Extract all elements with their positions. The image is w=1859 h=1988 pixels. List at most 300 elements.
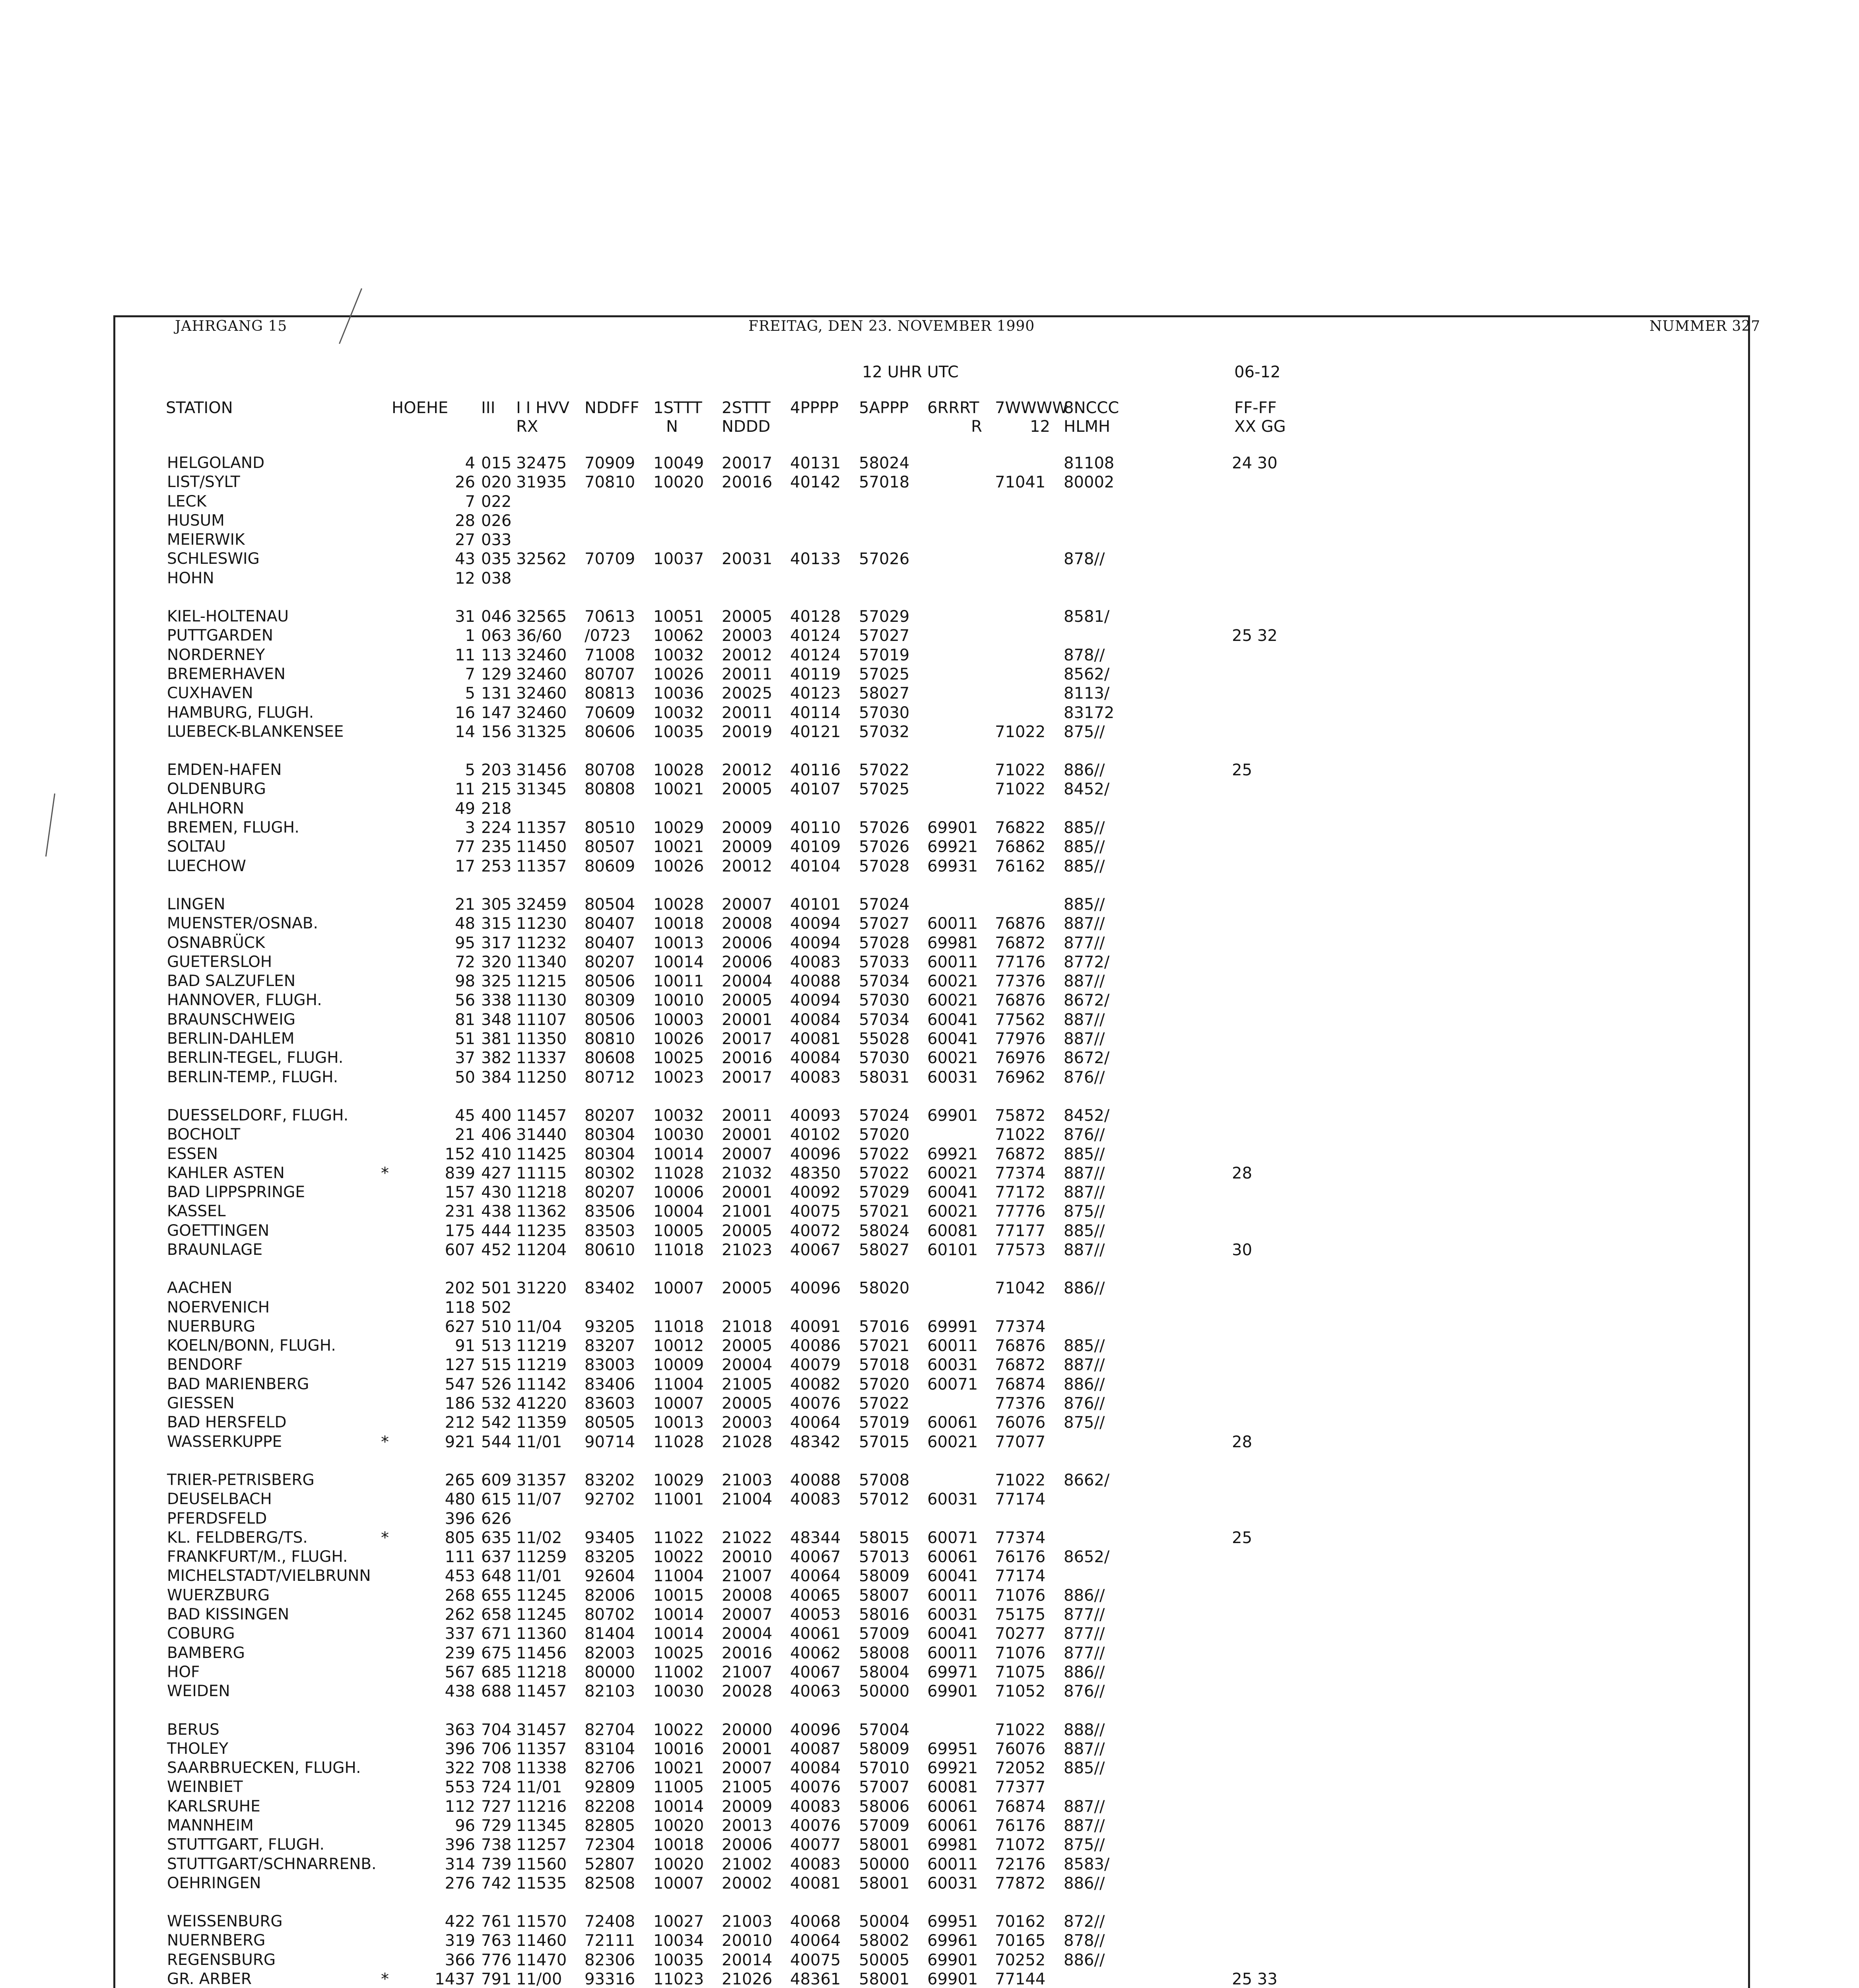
obs-group-6: 57008 — [859, 1471, 910, 1489]
obs-group-8: 75872 — [995, 1106, 1046, 1125]
obs-group-7: 60071 — [927, 1528, 978, 1547]
table-row — [0, 1471, 1859, 1490]
obs-group-6: 58001 — [859, 1970, 910, 1988]
obs-group-8: 77562 — [995, 1010, 1046, 1029]
obs-group-5: 40075 — [790, 1951, 841, 1969]
table-row — [0, 1337, 1859, 1356]
table-row — [0, 1721, 1859, 1740]
obs-group-6: 57022 — [859, 761, 910, 780]
table-row — [0, 838, 1859, 857]
obs-group-4: 21023 — [722, 1241, 773, 1259]
obs-group-5: 40101 — [790, 895, 841, 914]
table-row — [0, 1011, 1859, 1030]
obs-group-9: 886// — [1064, 1375, 1105, 1394]
obs-group-8: 76872 — [995, 934, 1046, 952]
station-index: 320 — [481, 953, 512, 971]
station-height: 12 — [455, 569, 475, 588]
hoehe-column-header: HOEHE — [392, 399, 449, 417]
obs-group-4: 20017 — [722, 454, 773, 472]
station-name: WEINBIET — [167, 1778, 243, 1796]
obs-group-9: 8662/ — [1064, 1471, 1110, 1489]
table-row — [0, 1413, 1859, 1433]
obs-group-3: 10026 — [653, 1030, 704, 1048]
obs-group-6: 58024 — [859, 1221, 910, 1240]
obs-group-5: 40065 — [790, 1586, 841, 1605]
station-height: 337 — [445, 1625, 475, 1643]
obs-group-1: 11457 — [516, 1106, 567, 1125]
station-index: 637 — [481, 1548, 512, 1567]
obs-group-2: 92809 — [585, 1778, 635, 1797]
obs-group-1: 11337 — [516, 1049, 567, 1068]
obs-group-4: 21002 — [722, 1855, 773, 1873]
obs-group-7: 60011 — [927, 1337, 978, 1355]
obs-group-9: 875// — [1064, 1836, 1105, 1854]
obs-group-3: 10051 — [653, 608, 704, 626]
obs-group-9: 8113/ — [1064, 684, 1110, 703]
station-name: EMDEN-HAFEN — [167, 761, 282, 779]
table-row — [0, 1817, 1859, 1836]
station-index: 063 — [481, 627, 512, 645]
obs-group-2: 80708 — [585, 761, 635, 780]
obs-group-6: 57015 — [859, 1433, 910, 1451]
obs-group-9: 885// — [1064, 857, 1105, 876]
station-name: BAMBERG — [167, 1644, 245, 1662]
station-index: 427 — [481, 1164, 512, 1182]
obs-group-1: 11357 — [516, 1740, 567, 1758]
gust-value: 25 32 — [1232, 627, 1278, 645]
obs-group-9: 878// — [1064, 1932, 1105, 1950]
obs-group-4: 20003 — [722, 1413, 773, 1432]
obs-group-3: 10026 — [653, 857, 704, 876]
station-height: 14 — [455, 722, 475, 741]
obs-group-2: 70613 — [585, 608, 635, 626]
station-index: 704 — [481, 1720, 512, 1739]
station-name: AACHEN — [167, 1279, 233, 1297]
obs-group-4: 20000 — [722, 1720, 773, 1739]
station-height: 921 — [445, 1433, 475, 1451]
obs-group-4: 20011 — [722, 665, 773, 683]
station-index: 532 — [481, 1394, 512, 1413]
station-index: 706 — [481, 1740, 512, 1758]
table-row — [0, 1740, 1859, 1759]
station-name: KOELN/BONN, FLUGH. — [167, 1337, 336, 1355]
obs-group-2: 80609 — [585, 857, 635, 876]
obs-group-8: 71041 — [995, 473, 1046, 492]
obs-group-4: 21001 — [722, 1202, 773, 1221]
station-index: 203 — [481, 761, 512, 780]
obs-group-5: 40081 — [790, 1030, 841, 1048]
obs-group-7: 60041 — [927, 1183, 978, 1202]
obs-group-2: 80504 — [585, 895, 635, 914]
station-index: 658 — [481, 1606, 512, 1624]
station-height: 95 — [455, 934, 475, 952]
obs-group-5: 40128 — [790, 608, 841, 626]
station-height: 4 — [465, 454, 475, 472]
obs-group-9: 878// — [1064, 646, 1105, 664]
obs-group-2: 80608 — [585, 1049, 635, 1068]
obs-group-5: 40076 — [790, 1817, 841, 1835]
obs-group-2: 93205 — [585, 1317, 635, 1336]
obs-group-1: 11/01 — [516, 1778, 562, 1797]
obs-group-1: 11362 — [516, 1202, 567, 1221]
station-height: 28 — [455, 511, 475, 530]
station-index: 502 — [481, 1298, 512, 1317]
station-index: 218 — [481, 799, 512, 818]
table-row — [0, 1183, 1859, 1202]
obs-group-4: 20007 — [722, 895, 773, 914]
station-height: 480 — [445, 1490, 475, 1509]
obs-group-3: 10049 — [653, 454, 704, 472]
obs-group-5: 40086 — [790, 1337, 841, 1355]
obs-group-4: 20001 — [722, 1183, 773, 1202]
obs-group-6: 57022 — [859, 1394, 910, 1413]
obs-group-1: 11/07 — [516, 1490, 562, 1509]
station-name: WEISSENBURG — [167, 1912, 283, 1931]
table-row — [0, 1529, 1859, 1548]
obs-group-9: 885// — [1064, 819, 1105, 837]
obs-group-2: 82006 — [585, 1586, 635, 1605]
obs-group-7: 60031 — [927, 1356, 978, 1375]
obs-group-1: 11560 — [516, 1855, 567, 1873]
obs-group-5: 40081 — [790, 1874, 841, 1893]
obs-group-7: 60021 — [927, 1164, 978, 1182]
station-index: 147 — [481, 703, 512, 722]
obs-group-8: 71022 — [995, 761, 1046, 780]
obs-group-6: 57027 — [859, 914, 910, 933]
station-name: FRANKFURT/M., FLUGH. — [167, 1548, 348, 1566]
obs-group-6: 57021 — [859, 1337, 910, 1355]
obs-group-3: 10021 — [653, 1759, 704, 1778]
station-height: 17 — [455, 857, 475, 876]
station-index: 510 — [481, 1317, 512, 1336]
obs-group-5: 40109 — [790, 838, 841, 856]
station-height: 363 — [445, 1720, 475, 1739]
obs-group-3: 10029 — [653, 819, 704, 837]
station-index: 452 — [481, 1241, 512, 1259]
station-name: BREMEN, FLUGH. — [167, 819, 299, 837]
obs-group-8: 76962 — [995, 1068, 1046, 1087]
obs-group-5: 40067 — [790, 1241, 841, 1259]
station-name: HAMBURG, FLUGH. — [167, 703, 314, 722]
table-row — [0, 1107, 1859, 1126]
station-height: 7 — [465, 492, 475, 511]
station-name: DUESSELDORF, FLUGH. — [167, 1106, 349, 1124]
obs-group-3: 10032 — [653, 703, 704, 722]
station-index: 776 — [481, 1951, 512, 1969]
obs-group-4: 21007 — [722, 1663, 773, 1681]
obs-group-4: 20001 — [722, 1010, 773, 1029]
station-index: 348 — [481, 1010, 512, 1029]
obs-group-7: 60061 — [927, 1797, 978, 1816]
gust-value: 25 33 — [1232, 1970, 1278, 1988]
station-height: 268 — [445, 1586, 475, 1605]
obs-group-3: 11005 — [653, 1778, 704, 1797]
obs-group-7: 69901 — [927, 819, 978, 837]
table-row — [0, 1356, 1859, 1375]
table-row — [0, 608, 1859, 627]
obs-group-5: 40088 — [790, 1471, 841, 1489]
station-index: 671 — [481, 1625, 512, 1643]
obs-group-8: 76876 — [995, 914, 1046, 933]
obs-group-1: 11345 — [516, 1817, 567, 1835]
obs-group-4: 20004 — [722, 972, 773, 991]
obs-group-7: 69931 — [927, 857, 978, 876]
station-height: 5 — [465, 761, 475, 780]
obs-group-1: 36/60 — [516, 627, 562, 645]
table-row — [0, 1836, 1859, 1855]
obs-group-6: 58002 — [859, 1932, 910, 1950]
station-name: MUENSTER/OSNAB. — [167, 914, 318, 933]
obs-group-8: 71072 — [995, 1836, 1046, 1854]
obs-group-7: 60071 — [927, 1375, 978, 1394]
obs-group-2: 93316 — [585, 1970, 635, 1988]
obs-group-5: 48361 — [790, 1970, 841, 1988]
obs-group-7: 60041 — [927, 1567, 978, 1586]
obs-group-5: 40083 — [790, 1855, 841, 1873]
station-name: OLDENBURG — [167, 780, 266, 798]
obs-group-6: 57029 — [859, 608, 910, 626]
group1-column-header: I I HVV — [516, 399, 569, 417]
station-name: WASSERKUPPE — [167, 1433, 282, 1451]
table-row — [0, 1759, 1859, 1778]
station-name: OEHRINGEN — [167, 1874, 261, 1892]
obs-group-4: 20014 — [722, 1951, 773, 1969]
table-row — [0, 1279, 1859, 1298]
station-name: NOERVENICH — [167, 1298, 270, 1316]
station-index: 156 — [481, 722, 512, 741]
obs-group-9: 887// — [1064, 1356, 1105, 1375]
group8-column-subheader: 12 — [1030, 417, 1050, 436]
obs-group-4: 20016 — [722, 473, 773, 492]
obs-group-4: 20017 — [722, 1068, 773, 1087]
obs-group-9: 885// — [1064, 1221, 1105, 1240]
obs-group-2: 72111 — [585, 1932, 635, 1950]
obs-group-8: 72052 — [995, 1759, 1046, 1778]
obs-group-9: 887// — [1064, 1030, 1105, 1048]
station-index: 033 — [481, 531, 512, 549]
obs-group-8: 77172 — [995, 1183, 1046, 1202]
obs-group-8: 77174 — [995, 1490, 1046, 1509]
obs-group-9: 872// — [1064, 1912, 1105, 1931]
obs-group-4: 20006 — [722, 953, 773, 971]
obs-group-3: 11022 — [653, 1528, 704, 1547]
obs-group-6: 57004 — [859, 1720, 910, 1739]
obs-group-3: 11001 — [653, 1490, 704, 1509]
station-name: GOETTINGEN — [167, 1221, 270, 1240]
obs-group-8: 76162 — [995, 857, 1046, 876]
obs-group-8: 77573 — [995, 1241, 1046, 1259]
station-name: SCHLESWIG — [167, 550, 260, 568]
obs-group-5: 40133 — [790, 550, 841, 569]
gust-value: 24 30 — [1232, 454, 1278, 472]
obs-group-9: 8583/ — [1064, 1855, 1110, 1873]
station-index: 635 — [481, 1528, 512, 1547]
obs-group-9: 8452/ — [1064, 780, 1110, 799]
station-height: 81 — [455, 1010, 475, 1029]
station-name: STUTTGART, FLUGH. — [167, 1836, 324, 1854]
obs-group-1: 31220 — [516, 1279, 567, 1298]
obs-group-3: 10020 — [653, 473, 704, 492]
obs-group-1: 32460 — [516, 684, 567, 703]
group7-column-subheader: R — [971, 417, 982, 436]
table-row — [0, 1299, 1859, 1318]
obs-group-3: 10014 — [653, 1625, 704, 1643]
station-name: HOHN — [167, 569, 214, 587]
obs-group-8: 77872 — [995, 1874, 1046, 1893]
obs-group-2: 72408 — [585, 1912, 635, 1931]
obs-group-5: 40068 — [790, 1912, 841, 1931]
station-index: 542 — [481, 1413, 512, 1432]
table-row — [0, 704, 1859, 723]
obs-group-4: 20031 — [722, 550, 773, 569]
station-name: KAHLER ASTEN — [167, 1164, 285, 1182]
station-height: 314 — [445, 1855, 475, 1873]
table-row — [0, 1202, 1859, 1221]
obs-group-8: 76076 — [995, 1740, 1046, 1758]
obs-group-6: 57013 — [859, 1548, 910, 1567]
table-row — [0, 1030, 1859, 1049]
obs-group-5: 40064 — [790, 1413, 841, 1432]
obs-group-8: 71042 — [995, 1279, 1046, 1298]
obs-group-2: 92604 — [585, 1567, 635, 1586]
obs-group-1: 11535 — [516, 1874, 567, 1893]
station-name: BREMERHAVEN — [167, 665, 286, 683]
obs-group-4: 21005 — [722, 1778, 773, 1797]
station-name: MANNHEIM — [167, 1817, 254, 1835]
obs-group-2: 83406 — [585, 1375, 635, 1394]
obs-group-9: 878// — [1064, 550, 1105, 569]
obs-group-7: 69901 — [927, 1106, 978, 1125]
table-row — [0, 819, 1859, 838]
station-height: 212 — [445, 1413, 475, 1432]
obs-group-7: 69921 — [927, 1759, 978, 1778]
obs-group-5: 40096 — [790, 1720, 841, 1739]
station-index: 515 — [481, 1356, 512, 1375]
obs-group-5: 40121 — [790, 722, 841, 741]
obs-group-8: 77376 — [995, 1394, 1046, 1413]
table-row — [0, 1394, 1859, 1413]
obs-group-8: 77376 — [995, 972, 1046, 991]
station-index: 738 — [481, 1836, 512, 1854]
obs-group-9: 877// — [1064, 1606, 1105, 1624]
obs-group-1: 11360 — [516, 1625, 567, 1643]
obs-group-7: 60031 — [927, 1068, 978, 1087]
obs-group-3: 10020 — [653, 1855, 704, 1873]
obs-group-7: 69981 — [927, 934, 978, 952]
obs-group-4: 20006 — [722, 1836, 773, 1854]
station-height: 127 — [445, 1356, 475, 1375]
obs-group-4: 20013 — [722, 1817, 773, 1835]
obs-group-1: 11218 — [516, 1663, 567, 1681]
station-index: 382 — [481, 1049, 512, 1068]
station-name: BAD SALZUFLEN — [167, 972, 295, 990]
obs-group-6: 50000 — [859, 1682, 910, 1701]
obs-group-2: 92702 — [585, 1490, 635, 1509]
station-name: ESSEN — [167, 1145, 218, 1163]
obs-group-3: 10005 — [653, 1221, 704, 1240]
table-row — [0, 1970, 1859, 1988]
obs-group-8: 75175 — [995, 1606, 1046, 1624]
station-name: BERLIN-TEGEL, FLUGH. — [167, 1049, 344, 1067]
obs-group-2: 70709 — [585, 550, 635, 569]
station-name: BERLIN-TEMP., FLUGH. — [167, 1068, 338, 1086]
station-index: 544 — [481, 1433, 512, 1451]
obs-group-5: 40094 — [790, 914, 841, 933]
station-index: 791 — [481, 1970, 512, 1988]
station-height: 239 — [445, 1644, 475, 1662]
station-height: 96 — [455, 1817, 475, 1835]
obs-group-1: 41220 — [516, 1394, 567, 1413]
obs-group-1: 11/01 — [516, 1567, 562, 1586]
obs-group-3: 10025 — [653, 1049, 704, 1068]
obs-group-9: 877// — [1064, 1625, 1105, 1643]
table-row — [0, 991, 1859, 1010]
station-height: 72 — [455, 953, 475, 971]
obs-group-8: 71022 — [995, 780, 1046, 799]
obs-group-9: 876// — [1064, 1068, 1105, 1087]
station-name: MICHELSTADT/VIELBRUNN — [167, 1567, 371, 1585]
obs-group-9: 886// — [1064, 1279, 1105, 1298]
obs-group-9: 886// — [1064, 1586, 1105, 1605]
obs-group-3: 10013 — [653, 1413, 704, 1432]
obs-group-9: 8581/ — [1064, 608, 1110, 626]
table-row — [0, 1932, 1859, 1951]
obs-group-8: 76872 — [995, 1356, 1046, 1375]
obs-group-3: 10030 — [653, 1682, 704, 1701]
table-row — [0, 1912, 1859, 1932]
station-index: 438 — [481, 1202, 512, 1221]
obs-group-1: 11340 — [516, 953, 567, 971]
obs-group-7: 69901 — [927, 1951, 978, 1969]
gust-value: 25 — [1232, 1528, 1252, 1547]
obs-group-1: 11350 — [516, 1030, 567, 1048]
station-name: WEIDEN — [167, 1682, 230, 1701]
obs-group-8: 77374 — [995, 1164, 1046, 1182]
obs-group-8: 71022 — [995, 1720, 1046, 1739]
group4-column-subheader: NDDD — [722, 417, 771, 436]
station-index: 609 — [481, 1471, 512, 1489]
obs-group-6: 58009 — [859, 1740, 910, 1758]
station-height: 49 — [455, 799, 475, 818]
station-name: BENDORF — [167, 1356, 243, 1374]
gust-value: 30 — [1232, 1241, 1252, 1259]
table-row — [0, 1682, 1859, 1701]
obs-group-7: 60061 — [927, 1817, 978, 1835]
obs-group-7: 69991 — [927, 1317, 978, 1336]
obs-group-9: 885// — [1064, 895, 1105, 914]
group2-column-header: NDDFF — [585, 399, 639, 417]
obs-group-1: 32565 — [516, 608, 567, 626]
obs-group-8: 77177 — [995, 1221, 1046, 1240]
obs-group-5: 40076 — [790, 1778, 841, 1797]
obs-group-1: 31456 — [516, 761, 567, 780]
obs-group-2: 81404 — [585, 1625, 635, 1643]
obs-group-6: 57020 — [859, 1375, 910, 1394]
obs-group-9: 8672/ — [1064, 991, 1110, 1010]
station-column-header: STATION — [166, 399, 233, 417]
table-row — [0, 1855, 1859, 1874]
obs-group-4: 20002 — [722, 1874, 773, 1893]
header-date: FREITAG, DEN 23. NOVEMBER 1990 — [748, 318, 1035, 334]
obs-group-9: 80002 — [1064, 473, 1115, 492]
obs-group-9: 876// — [1064, 1394, 1105, 1413]
obs-group-1: 31325 — [516, 722, 567, 741]
obs-group-2: 71008 — [585, 646, 635, 664]
obs-group-5: 40084 — [790, 1759, 841, 1778]
obs-group-6: 57018 — [859, 1356, 910, 1375]
obs-group-6: 57010 — [859, 1759, 910, 1778]
station-name: THOLEY — [167, 1740, 229, 1758]
